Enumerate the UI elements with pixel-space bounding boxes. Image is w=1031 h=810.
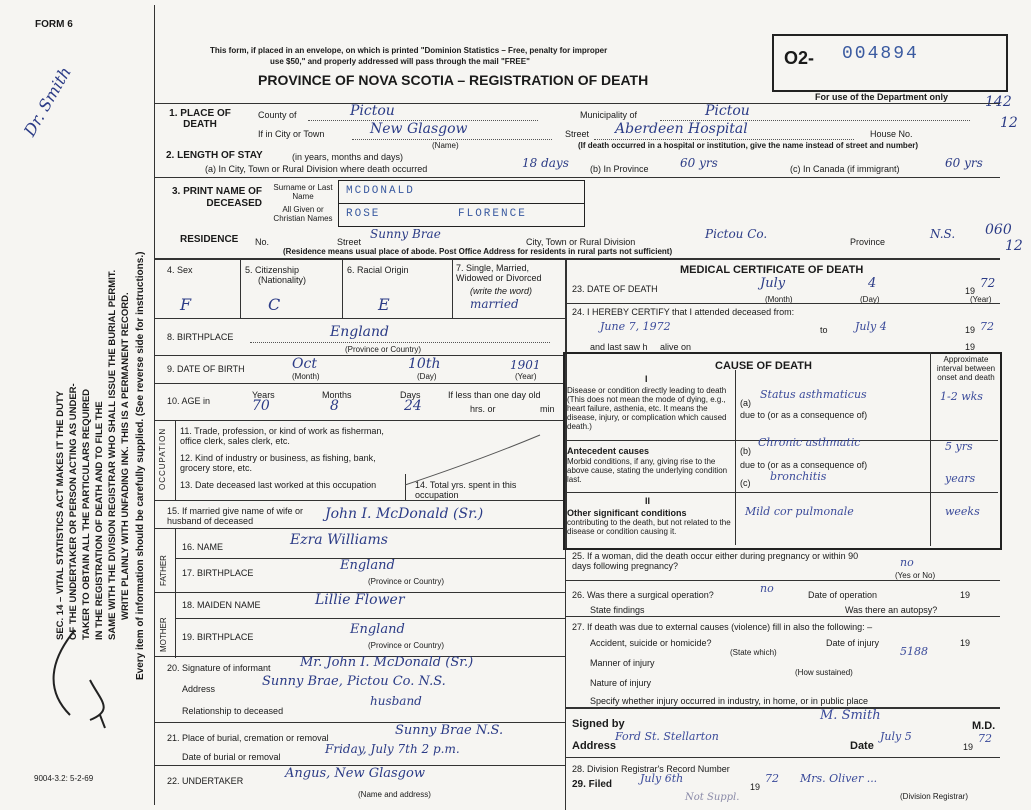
residence-province-value[interactable]: N.S. — [930, 227, 956, 241]
place-of-death-label: 1. PLACE OF DEATH — [169, 108, 231, 130]
father-birthplace-sub: (Province or Country) — [368, 577, 445, 586]
side-notice-line-5: SAME WITH THE DIVISION REGISTRAR WHO SHALL ISSUE THE BURIAL PERMIT. — [107, 269, 118, 640]
age-years-label: Years — [252, 390, 275, 400]
surname-value[interactable]: MCDONALD — [346, 185, 415, 197]
cause-a[interactable]: Status asthmaticus — [760, 388, 867, 401]
filed-date[interactable]: July 6th — [640, 772, 684, 785]
residence-street-label: Street — [337, 237, 362, 247]
side-notice-line-4: IN THE REGISTRATION OF DEATH AND TO FILE THE — [94, 401, 105, 640]
racial-origin-label: 6. Racial Origin — [347, 265, 409, 275]
pregnancy-label: 25. If a woman, did the death occur either during pregnancy or within 90 days following pregnancy? — [572, 551, 859, 571]
divider — [175, 618, 565, 619]
form-number: FORM 6 — [35, 19, 73, 30]
divider — [352, 139, 552, 140]
form-title: PROVINCE OF NOVA SCOTIA – REGISTRATION OF DEATH — [258, 72, 649, 88]
given-names-label: All Given or Christian Names — [273, 205, 333, 223]
residence-city-value[interactable]: Pictou Co. — [705, 227, 768, 241]
cause-c-interval[interactable]: years — [945, 472, 976, 485]
yes-no-sub: (Yes or No) — [895, 571, 936, 580]
occupation-side-label: OCCUPATION — [158, 427, 167, 490]
dob-day-sub: (Day) — [417, 372, 437, 381]
burial-place[interactable]: Sunny Brae N.S. — [395, 723, 504, 738]
stay-province-label: (b) In Province — [590, 164, 649, 174]
death-day-sub: (Day) — [860, 295, 880, 304]
cause-a-interval[interactable]: 1-2 wks — [940, 390, 983, 403]
divider — [565, 757, 1000, 758]
dob-day[interactable]: 10th — [408, 356, 441, 372]
cause-c[interactable]: bronchitis — [770, 470, 827, 483]
age-label: 10. AGE in — [167, 396, 211, 406]
mother-maiden-label: 18. MAIDEN NAME — [182, 600, 261, 610]
residence-street-value[interactable]: Sunny Brae — [370, 227, 441, 241]
external-causes-label: 27. If death was due to external causes (violence) fill in also the following: – — [572, 622, 873, 632]
father-birthplace[interactable]: England — [340, 558, 395, 573]
cause-b-interval[interactable]: 5 yrs — [945, 440, 973, 453]
birthplace-value[interactable]: England — [330, 324, 390, 340]
birthplace-label: 8. BIRTHPLACE — [167, 332, 234, 342]
side-notice-line-2: OF THE UNDERTAKER OR PERSON ACTING AS UNDER- — [68, 383, 79, 640]
surgery-value[interactable]: no — [760, 582, 774, 595]
death-month-sub: (Month) — [765, 295, 793, 304]
marital-value[interactable]: married — [470, 297, 519, 311]
dob-month[interactable]: Oct — [292, 356, 317, 372]
injury-date-label: Date of injury — [826, 638, 880, 648]
antecedent-label: Antecedent causes — [567, 446, 650, 456]
death-date-label: 23. DATE OF DEATH — [572, 284, 658, 294]
attended-label: 24. I HEREBY CERTIFY that I attended deceased from: — [572, 307, 795, 317]
divider — [154, 177, 1000, 178]
house-no-label: House No. — [870, 129, 913, 139]
mother-birthplace-sub: (Province or Country) — [368, 641, 445, 650]
citizenship-value[interactable]: C — [268, 295, 281, 314]
dob-year-sub: (Year) — [515, 372, 537, 381]
informant-signature[interactable]: Mr. John I. McDonald (Sr.) — [300, 655, 474, 670]
divider — [565, 548, 566, 810]
footer-code: 9004-3.2: 5-2-69 — [34, 774, 94, 783]
other-cause[interactable]: Mild cor pulmonale — [745, 505, 854, 518]
county-value[interactable]: Pictou — [350, 103, 395, 119]
occupation-q13: 13. Date deceased last worked at this occupation — [180, 480, 377, 490]
autopsy-label: Was there an autopsy? — [845, 605, 938, 615]
citizenship-sub: (Nationality) — [258, 275, 307, 285]
spouse-label: 15. If married give name of wife or husband of deceased — [167, 506, 304, 526]
divider — [240, 258, 241, 318]
mother-side-label: MOTHER — [159, 617, 168, 652]
attended-to-label: to — [820, 325, 828, 335]
deceased-name-label: 3. PRINT NAME OF DECEASED — [171, 186, 262, 209]
side-notice-line-6: WRITE PLAINLY WITH UNFADING INK. THIS IS A PERMANENT RECORD. — [120, 292, 131, 620]
residence-city-label: City, Town or Rural Division — [526, 237, 636, 247]
length-of-stay-label: 2. LENGTH OF STAY — [166, 150, 263, 161]
notice-line-2: use $50," and properly addressed will pass through the mail "FREE" — [270, 57, 530, 66]
stay-canada-label: (c) In Canada (if immigrant) — [790, 164, 900, 174]
min-label: min — [540, 404, 555, 414]
given-name-1[interactable]: ROSE — [346, 208, 381, 220]
divider — [565, 492, 998, 493]
signed-by-value[interactable]: M. Smith — [820, 708, 881, 723]
signed-by-label: Signed by — [572, 718, 625, 730]
filed-year-prefix: 19 — [750, 782, 761, 792]
death-month[interactable]: July — [760, 276, 786, 291]
pregnancy-value[interactable]: no — [900, 556, 914, 569]
divider — [735, 370, 736, 545]
accident-label: Accident, suicide or homicide? — [590, 638, 712, 648]
nature-label: Nature of injury — [590, 678, 652, 688]
street-label: Street — [565, 129, 590, 139]
divider — [154, 722, 565, 723]
burial-place-label: 21. Place of burial, cremation or removal — [167, 733, 329, 743]
stay-city-value[interactable]: 18 days — [522, 156, 569, 170]
divider — [154, 528, 565, 529]
municipality-value[interactable]: Pictou — [705, 103, 750, 119]
mother-maiden-name[interactable]: Lillie Flower — [315, 592, 405, 608]
side-notice-line-7: Every item of information should be carefully supplied. (See reverse side for instructions.) — [135, 251, 146, 680]
registrar-sub: (Division Registrar) — [900, 792, 969, 801]
divider — [342, 258, 343, 318]
relationship-label: Relationship to deceased — [182, 706, 284, 716]
age-days[interactable]: 24 — [404, 398, 422, 414]
industry-label: Specify whether injury occurred in industry, in home, or in public place — [590, 696, 868, 706]
divider — [565, 303, 1000, 304]
burial-date-label: Date of burial or removal — [182, 752, 281, 762]
hrs-label: hrs. or — [470, 404, 496, 414]
filed-year[interactable]: 72 — [765, 772, 779, 785]
residence-province-label: Province — [850, 237, 886, 247]
age-months[interactable]: 8 — [330, 398, 339, 414]
divider — [565, 616, 1000, 617]
interval-label: Approximate interval between onset and death — [936, 355, 996, 382]
attended-to[interactable]: July 4 — [855, 320, 887, 333]
other-conditions-text: contributing to the death, but not related to the disease or condition causing it. — [567, 518, 731, 536]
death-year-sub: (Year) — [970, 295, 992, 304]
municipality-label: Municipality of — [580, 110, 638, 120]
sign-year[interactable]: 72 — [978, 732, 992, 745]
informant-address[interactable]: Sunny Brae, Pictou Co. N.S. — [262, 674, 446, 689]
dept-code-3: 060 — [985, 222, 1012, 238]
death-year-prefix: 19 — [965, 286, 976, 296]
informant-label: 20. Signature of informant — [167, 663, 271, 673]
sex-label: 4. Sex — [167, 265, 193, 275]
dept-code-1: 142 — [985, 94, 1012, 110]
side-notice-line-1: SEC. 14 – VITAL STATISTICS ACT MAKES IT THE DUTY — [55, 390, 66, 640]
how-sustained-sub: (How sustained) — [795, 668, 853, 677]
divider — [565, 707, 1000, 709]
sign-year-prefix: 19 — [963, 742, 974, 752]
residence-no-label: No. — [255, 237, 270, 247]
margin-scribble — [30, 620, 130, 730]
stay-province-value[interactable]: 60 yrs — [680, 156, 718, 170]
hospital-note: (If death occurred in a hospital or institution, give the name instead of street and number) — [578, 141, 919, 150]
divider — [565, 580, 1000, 581]
occupation-q12: 12. Kind of industry or business, as fishing, bank, grocery store, etc. — [180, 453, 376, 473]
divider — [154, 500, 565, 501]
alive-year-prefix: 19 — [965, 342, 976, 352]
last-saw-label: and last saw h — [590, 342, 648, 352]
physician-address-label: Address — [572, 740, 617, 752]
undertaker-sub: (Name and address) — [358, 790, 431, 799]
burial-date[interactable]: Friday, July 7th 2 p.m. — [325, 742, 460, 756]
undertaker-value[interactable]: Angus, New Glasgow — [285, 766, 425, 781]
medical-certificate-title: MEDICAL CERTIFICATE OF DEATH — [680, 264, 864, 276]
dept-code-4: 12 — [1005, 238, 1023, 254]
cause-b[interactable]: Chronic asthmatic — [758, 436, 861, 449]
divider — [594, 139, 854, 140]
registrar-signature[interactable]: Mrs. Oliver ... — [800, 772, 878, 785]
surgery-label: 26. Was there a surgical operation? — [572, 590, 714, 600]
city-value[interactable]: New Glasgow — [370, 121, 468, 137]
sex-value[interactable]: F — [180, 295, 192, 314]
operation-year-prefix: 19 — [960, 590, 971, 600]
due-to-1: due to (or as a consequence of) — [740, 410, 868, 420]
divider — [154, 103, 1000, 104]
divider — [452, 258, 453, 318]
other-conditions-label: Other significant conditions — [567, 508, 687, 518]
record-number-label: 28. Division Registrar's Record Number — [572, 764, 730, 774]
death-day[interactable]: 4 — [868, 276, 877, 291]
department-use-label: For use of the Department only — [815, 92, 949, 102]
birthplace-sub: (Province or Country) — [345, 345, 422, 354]
residence-note: (Residence means usual place of abode. Post Office Address for residents in rural parts not sufficient) — [283, 247, 673, 256]
spouse-value[interactable]: John I. McDonald (Sr.) — [325, 506, 484, 522]
divider — [250, 342, 550, 343]
father-side-label: FATHER — [159, 555, 168, 586]
registration-number: 004894 — [842, 44, 919, 64]
sign-date[interactable]: July 5 — [880, 730, 912, 743]
occupation-q11: 11. Trade, profession, or kind of work as fisherman, office clerk, sales clerk, etc. — [180, 426, 384, 446]
code-value[interactable]: 5188 — [900, 645, 928, 658]
attended-year[interactable]: 72 — [980, 320, 994, 333]
part-two-label: II — [645, 496, 651, 506]
stay-canada-value[interactable]: 60 yrs — [945, 156, 983, 170]
divider — [154, 318, 565, 319]
margin-handwritten-note: Dr. Smith — [20, 63, 75, 140]
mother-birthplace-label: 19. BIRTHPLACE — [182, 632, 254, 642]
md-label: M.D. — [972, 720, 996, 732]
main-left-border — [154, 5, 155, 805]
age-days-label: Days — [400, 390, 421, 400]
relationship-value[interactable]: husband — [370, 694, 422, 708]
divider — [154, 383, 565, 384]
filed-label: 29. Filed — [572, 779, 613, 790]
racial-origin-value[interactable]: E — [378, 295, 390, 314]
due-to-2: due to (or as a consequence of) — [740, 460, 868, 470]
divider — [175, 528, 176, 658]
attended-from[interactable]: June 7, 1972 — [600, 320, 671, 333]
antecedent-text: Morbid conditions, if any, giving rise to the above cause, stating the underlying condition last. — [567, 457, 728, 484]
father-name[interactable]: Ezra Williams — [290, 532, 388, 548]
county-label: County of — [258, 110, 297, 120]
occupation-strike-line — [400, 430, 550, 490]
cause-of-death-title: CAUSE OF DEATH — [715, 360, 812, 372]
death-year[interactable]: 72 — [980, 276, 996, 290]
surname-label: Surname or Last Name — [273, 183, 333, 201]
faint-stamp-note: Not Suppl. — [685, 792, 740, 803]
findings-label: State findings — [590, 605, 645, 615]
given-name-2[interactable]: FLORENCE — [458, 208, 527, 220]
part-one-label: I — [645, 374, 648, 384]
age-years[interactable]: 70 — [252, 398, 270, 414]
state-which-sub: (State which) — [730, 648, 777, 657]
notice-line-1: This form, if placed in an envelope, on which is printed "Dominion Statistics – Free, penalty for improper — [210, 46, 608, 55]
physician-address[interactable]: Ford St. Stellarton — [615, 730, 719, 743]
other-interval[interactable]: weeks — [945, 505, 980, 518]
divider — [154, 355, 565, 356]
side-notice-line-3: TAKER TO OBTAIN ALL THE PARTICULARS REQUIRED — [81, 388, 92, 640]
mother-birthplace[interactable]: England — [350, 622, 405, 637]
divider — [930, 352, 931, 546]
occupation-q14: 14. Total yrs. spent in this occupation — [415, 480, 517, 500]
manner-label: Manner of injury — [590, 658, 655, 668]
informant-address-label: Address — [182, 684, 216, 694]
age-months-label: Months — [322, 390, 352, 400]
less-than-day-label: If less than one day old — [448, 390, 541, 400]
divider — [175, 420, 176, 500]
alive-on-label: alive on — [660, 342, 692, 352]
residence-label: RESIDENCE — [180, 234, 239, 245]
registration-prefix: O2- — [784, 48, 815, 68]
injury-year-prefix: 19 — [960, 638, 971, 648]
marital-label: 7. Single, Married, Widowed or Divorced — [456, 263, 542, 283]
dob-year[interactable]: 1901 — [510, 358, 541, 372]
name-sublabel: (Name) — [432, 141, 459, 150]
father-birthplace-label: 17. BIRTHPLACE — [182, 568, 254, 578]
sign-date-label: Date — [850, 740, 874, 752]
operation-date-label: Date of operation — [808, 590, 878, 600]
marital-sub: (write the word) — [470, 286, 533, 296]
street-value[interactable]: Aberdeen Hospital — [615, 121, 748, 137]
divider — [154, 420, 565, 421]
attended-year-prefix: 19 — [965, 325, 976, 335]
dept-code-2: 12 — [1000, 115, 1018, 131]
dob-month-sub: (Month) — [292, 372, 320, 381]
stay-city-label: (a) In City, Town or Rural Division where death occurred — [205, 164, 428, 174]
length-of-stay-sub: (in years, months and days) — [292, 152, 404, 162]
undertaker-label: 22. UNDERTAKER — [167, 776, 244, 786]
dob-label: 9. DATE OF BIRTH — [167, 364, 245, 374]
divider — [154, 258, 1000, 260]
citizenship-label: 5. Citizenship — [245, 265, 300, 275]
city-label: If in City or Town — [258, 129, 325, 139]
disease-label: Disease or condition directly leading to death (This does not mean the mode of dying, e.g., heart failure, asthenia, etc. It means the disease, injury, or complication which caused death.) — [567, 386, 727, 431]
father-name-label: 16. NAME — [182, 542, 224, 552]
